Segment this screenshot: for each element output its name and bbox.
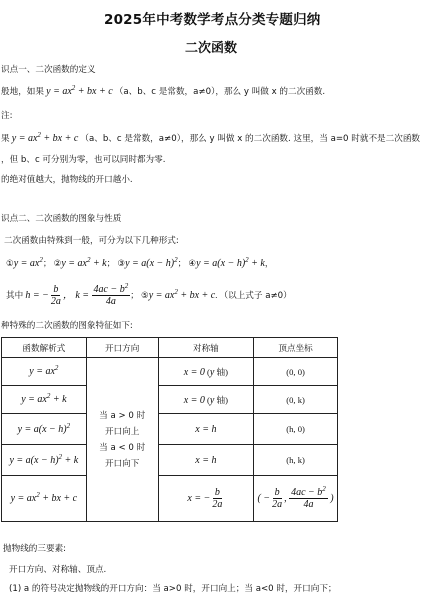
- function-feature-table: [1, 337, 338, 522]
- opening-cell: 当 a > 0 时 开口向上 当 a < 0 时 开口向下: [86, 358, 158, 522]
- opening-rule: (1) a 的符号决定抛物线的开口方向：当 a>0 时，开口向上；当 a<0 时，开口向下；: [9, 584, 337, 594]
- page-title: 2025年中考数学考点分类专题归纳: [104, 12, 321, 28]
- three-elements: 开口方向、对称轴、顶点.: [9, 565, 107, 575]
- page-subtitle: 二次函数: [185, 41, 238, 56]
- table-row: $y = a(x - h)^2 + k$ x = h (h, k): [2, 445, 338, 476]
- header-opening: 开口方向: [86, 338, 158, 358]
- forms-line: ①y = $ax^2$； ②y = $ax^2 + k$； ③y = $a(x - h)^2$； ④y = $a(x - h)^2 + k$，: [6, 256, 274, 269]
- table-intro: 种特殊的二次函数的图象特征如下:: [1, 321, 133, 331]
- section2-heading: 识点二、二次函数的图象与性质: [1, 214, 122, 224]
- quadratic-formula: $y = ax^2$ + bx + c: [46, 84, 113, 97]
- header-vertex: 顶点坐标: [254, 338, 338, 358]
- definition-line: 般地，如果 $y = ax^2$ + bx + c （a、b、c 是常数，a≠0），那么 y 叫做 x 的二次函数.: [1, 84, 326, 97]
- header-axis: 对称轴: [158, 338, 254, 358]
- forms-intro: 二次函数由特殊到一般，可分为以下几种形式:: [4, 236, 179, 246]
- note-line-3: 的绝对值越大，抛物线的开口越小.: [1, 175, 133, 185]
- table-row: $y = ax^2$ + bx + c x = − $\frac{b}{2a}$ ( − $\frac{b}{2a}$ , $\frac{4ac - b^2}{4a}$ ): [2, 476, 338, 522]
- header-expression: 函数解析式: [2, 338, 87, 358]
- table-row: $y = ax^2$ 当 a > 0 时 开口向上 当 a < 0 时 开口向下 x = 0 (y 轴) (0, 0): [2, 358, 338, 386]
- table-row: $y = ax^2 + k$ x = 0 (y 轴) (0, k): [2, 386, 338, 414]
- table-row: $y = a(x - h)^2$ x = h (h, 0): [2, 414, 338, 445]
- note-line-2: ，但 b、c 可分别为零，也可以同时都为零.: [1, 155, 166, 165]
- note-label: 注:: [1, 111, 13, 121]
- forms-where-line: 其中 h = − $\frac{b}{2a}$ ， k = $\frac{4ac - b^2}{4a}$ ； ⑤y = $ax^2$ + bx + c. （以上式子 a≠0）: [6, 282, 292, 307]
- section3-heading: 抛物线的三要素:: [3, 544, 67, 554]
- note-line-1: 果 $y = ax^2$ + bx + c （a、b、c 是常数，a≠0），那么 y 叫做 x 的二次函数. 这里，当 a=0 时就不是二次函数: [1, 131, 421, 144]
- section1-heading: 识点一、二次函数的定义: [1, 65, 96, 75]
